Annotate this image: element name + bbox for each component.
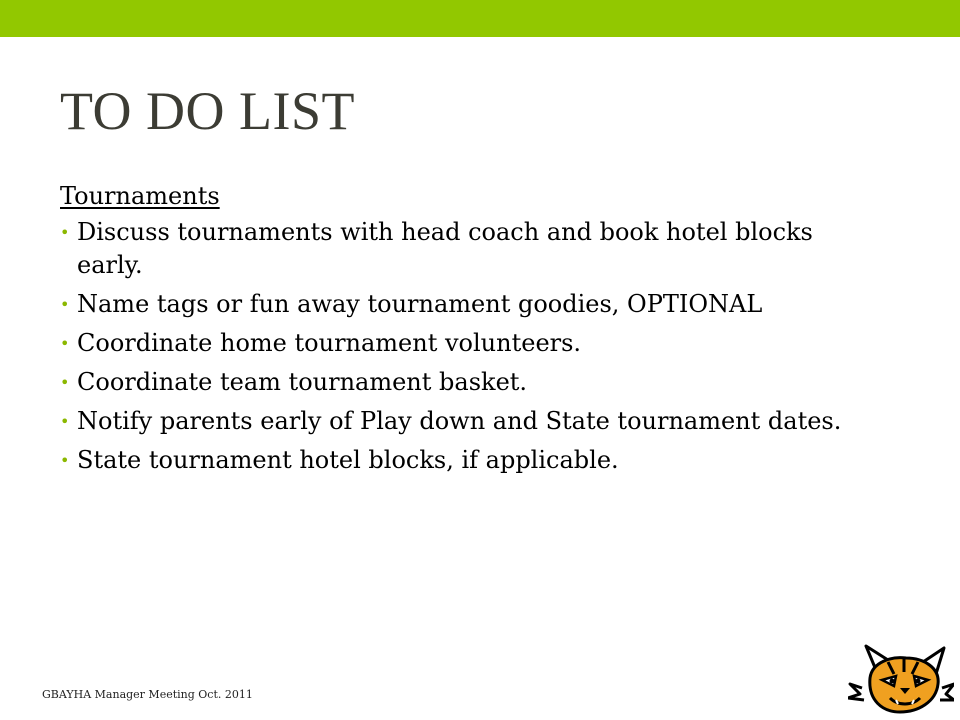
footer-text: GBAYHA Manager Meeting Oct. 2011 — [42, 688, 253, 701]
bullet-item — [60, 216, 880, 282]
bullet-item — [60, 366, 880, 399]
bullet-marker: • — [60, 223, 70, 242]
bullet-item — [60, 405, 880, 438]
bullet-text: State tournament hotel blocks, if applicable. — [77, 446, 619, 474]
top-accent-bar — [0, 0, 960, 37]
section-heading: Tournaments — [60, 182, 220, 210]
bullet-marker: • — [60, 334, 70, 353]
bullet-text: Discuss tournaments with head coach and book hotel blocks early. — [77, 218, 813, 279]
wildcat-logo-icon — [848, 644, 954, 716]
bullet-item — [60, 444, 880, 477]
bullet-marker: • — [60, 295, 70, 314]
bullet-marker: • — [60, 412, 70, 431]
slide-title: TO DO LIST — [60, 81, 355, 141]
bullet-text: Coordinate team tournament basket. — [77, 368, 528, 396]
bullet-marker: • — [60, 451, 70, 470]
slide-content — [60, 178, 880, 483]
bullet-list — [60, 216, 880, 477]
bullet-text: Coordinate home tournament volunteers. — [77, 329, 582, 357]
bullet-marker: • — [60, 373, 70, 392]
bullet-text: Name tags or fun away tournament goodies, OPTIONAL — [77, 290, 763, 318]
bullet-item — [60, 327, 880, 360]
bullet-text: Notify parents early of Play down and State tournament dates. — [77, 407, 842, 435]
bullet-item — [60, 288, 880, 321]
